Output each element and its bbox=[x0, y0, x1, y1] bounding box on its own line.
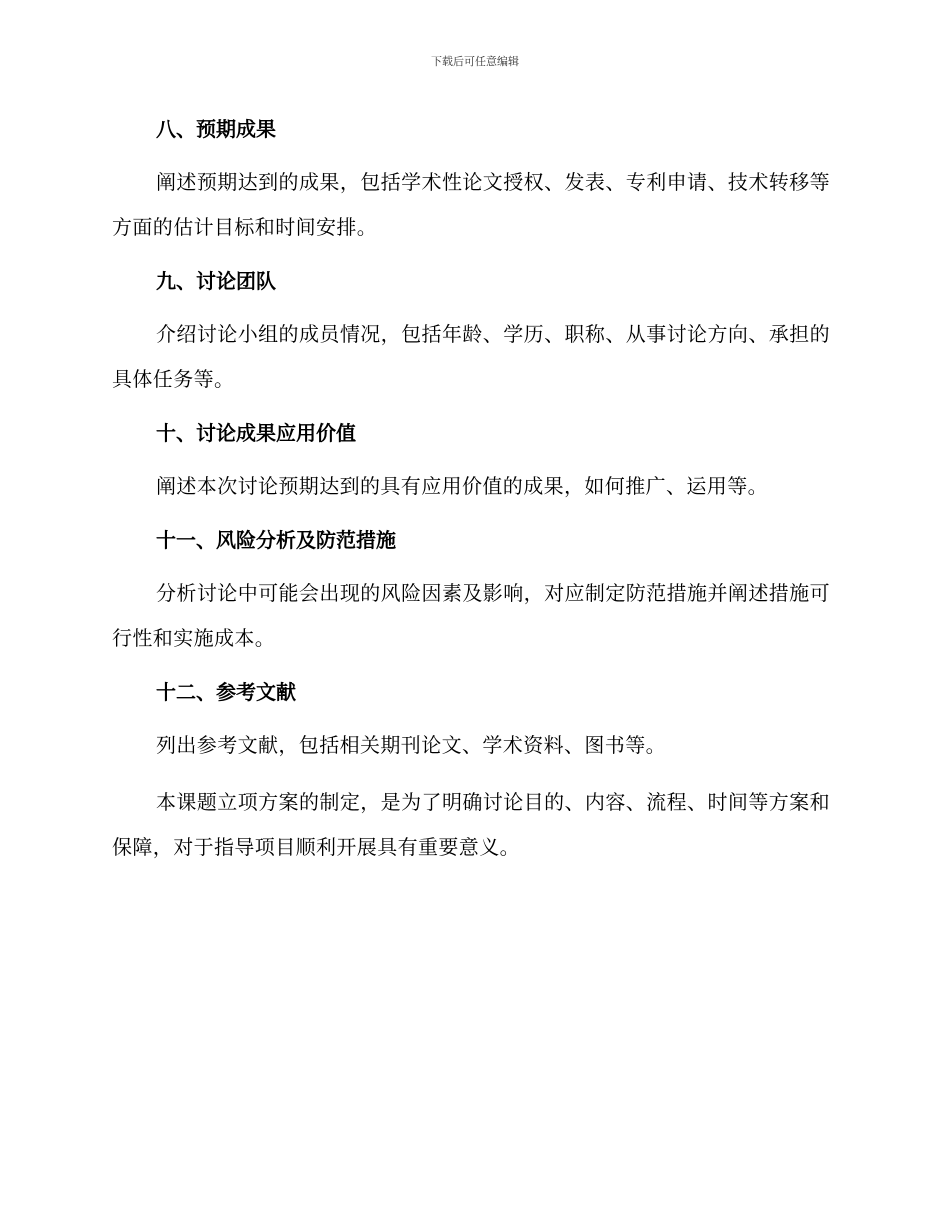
section-heading: 八、预期成果 bbox=[156, 117, 276, 141]
section-heading: 十、讨论成果应用价值 bbox=[156, 421, 356, 445]
section-heading: 十二、参考文献 bbox=[156, 680, 296, 704]
section-paragraph: 阐述预期达到的成果，包括学术性论文授权、发表、专利申请、技术转移等方面的估计目标和时间安排。 bbox=[112, 170, 830, 239]
section-risk-analysis bbox=[112, 521, 830, 673]
section-paragraph: 列出参考文献，包括相关期刊论文、学术资料、图书等。 bbox=[156, 733, 666, 757]
closing-paragraph: 本课题立项方案的制定，是为了明确讨论目的、内容、流程、时间等方案和保障，对于指导项目顺利开展具有重要意义。 bbox=[112, 790, 830, 859]
section-heading: 九、讨论团队 bbox=[156, 269, 276, 293]
page-header: 下载后可任意编辑 bbox=[431, 55, 519, 68]
section-paragraph: 阐述本次讨论预期达到的具有应用价值的成果，如何推广、运用等。 bbox=[156, 474, 768, 498]
section-application-value bbox=[112, 414, 830, 521]
section-heading: 十一、风险分析及防范措施 bbox=[156, 528, 396, 552]
section-paragraph: 介绍讨论小组的成员情况，包括年龄、学历、职称、从事讨论方向、承担的具体任务等。 bbox=[112, 322, 830, 391]
section-paragraph: 分析讨论中可能会出现的风险因素及影响，对应制定防范措施并阐述措施可行性和实施成本。 bbox=[112, 581, 830, 650]
section-expected-results bbox=[112, 110, 830, 262]
document-body bbox=[112, 110, 830, 870]
section-references bbox=[112, 673, 830, 780]
section-team bbox=[112, 262, 830, 414]
